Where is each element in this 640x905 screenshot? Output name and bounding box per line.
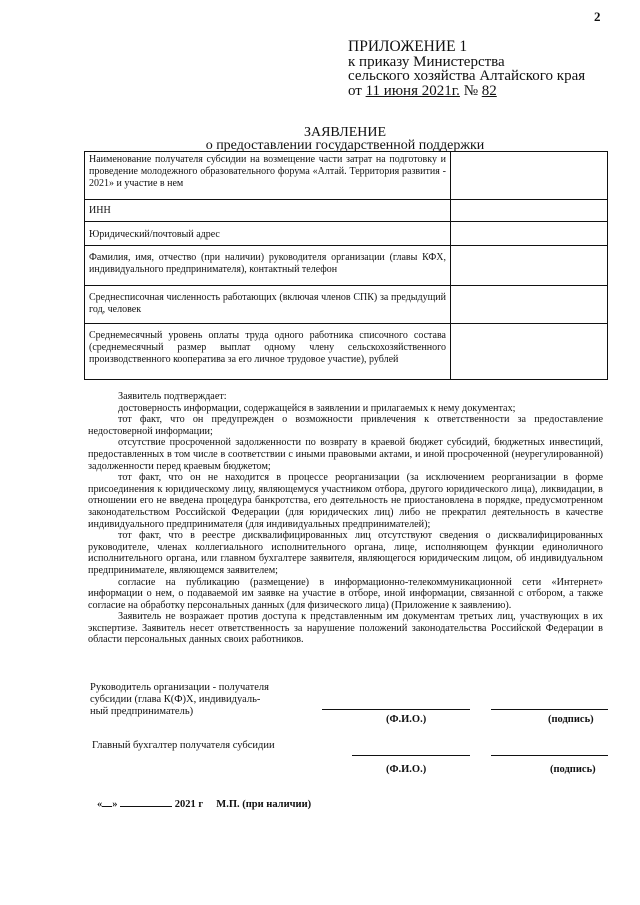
stamp-label: М.П. (при наличии)	[216, 799, 312, 810]
value-field-recipient-name[interactable]	[451, 152, 608, 200]
row-label-recipient-name: Наименование получателя субсидии на возмещение части затрат на подготовку и проведение молодежного образовательного форума «Алтай. Территория развития - 2021» и участие в нем	[85, 152, 451, 200]
table-row	[85, 286, 608, 324]
document-title: ЗАЯВЛЕНИЕ	[303, 125, 387, 140]
declaration-paragraph: Заявитель не возражает против доступа к представленным им документам третьих лиц, участвующих в их экспертизе. Заявитель несет ответственность за нарушение положений законодательства Российской Федерации в области персональных данных своих работников.	[88, 611, 603, 646]
document-subtitle: о предоставлении государственной поддержки	[205, 138, 485, 153]
declaration-paragraph: отсутствие просроченной задолженности по возврату в краевой бюджет субсидий, бюджетных инвестиций, предоставленных в том числе в соответствии с иными правовыми актами, и иной просроченной (неурегулированной) задолженности перед краевым бюджетом;	[88, 437, 603, 472]
table-row	[85, 152, 608, 200]
declaration-paragraph: тот факт, что он предупрежден о возможности привлечения к ответственности за предоставление недостоверной информации;	[88, 414, 603, 437]
accountant-sign-caption: (подпись)	[550, 764, 596, 775]
appendix-title: ПРИЛОЖЕНИЕ 1	[348, 38, 468, 55]
applicant-info-table	[84, 151, 608, 380]
declaration-paragraph: тот факт, что в реестре дисквалифицированных лиц отсутствуют сведения о дисквалифицированных руководителе, членах коллегиального исполнительного органа, лице, исполняющем функции единоличного исполнительного органа, или главном бухгалтере заявителя, являющегося юридическим лицом, об индивидуальном предпринимателе, являющемся заявителем;	[88, 530, 603, 576]
accountant-signature-label: Главный бухгалтер получателя субсидии	[92, 740, 275, 751]
appendix-date: 11 июня 2021г.	[365, 82, 460, 99]
appendix-header	[348, 40, 585, 98]
day-field[interactable]	[102, 796, 112, 807]
value-field-average-salary[interactable]	[451, 324, 608, 380]
table-row	[85, 200, 608, 222]
date-line: « » 2021 г М.П. (при наличии)	[97, 796, 311, 810]
row-label-address: Юридический/почтовый адрес	[85, 222, 451, 246]
appendix-number: 82	[481, 82, 497, 99]
value-field-headcount[interactable]	[451, 286, 608, 324]
row-label-inn: ИНН	[85, 200, 451, 222]
declaration-paragraph: достоверность информации, содержащейся в заявлении и прилагаемых к нему документах;	[118, 402, 516, 414]
declaration-paragraph: согласие на публикацию (размещение) в информационно-телекоммуникационной сети «Интернет» информации о нем, о подаваемой им заявке на участие в отборе, иной информации, связанной с отбором, а также согласие на обработку персональных данных (для физического лица) (Приложение к заявлению).	[88, 576, 603, 611]
page-number: 2	[594, 9, 601, 24]
value-field-inn[interactable]	[451, 200, 608, 222]
head-signature-label: Руководитель организации - получателя субсидии (глава К(Ф)Х, индивидуаль- ный предприниматель)	[90, 682, 269, 717]
value-field-head-name[interactable]	[451, 246, 608, 286]
head-fio-line[interactable]	[322, 709, 470, 710]
declaration-paragraph: тот факт, что он не находится в процессе реорганизации (за исключением реорганизации в форме присоединения к юридическому лицу, являющемуся участником отбора, другого юридического лица), ликвидации, в отношении его не введена процедура банкротства, его деятельность не приостановлена в порядке, предусмотренном законодательством Российской Федерации (для юридических лиц) либо не прекратил деятельность в качестве индивидуального предпринимателя (для индивидуальных предпринимателей);	[88, 472, 603, 530]
appendix-date-line: от 11 июня 2021г. № 82	[348, 82, 497, 99]
date-year: 2021 г	[174, 799, 204, 810]
row-label-average-salary: Среднемесячный уровень оплаты труда одного работника списочного состава (среднемесячный размер выплат одному члену сельскохозяйственного производственного кооператива за его личное трудовое участие), рублей	[85, 324, 451, 380]
table-row	[85, 222, 608, 246]
accountant-fio-caption: (Ф.И.О.)	[386, 764, 427, 775]
head-signature-line[interactable]	[491, 709, 608, 710]
appendix-order-line: к приказу Министерства	[348, 53, 505, 70]
row-label-headcount: Среднесписочная численность работающих (включая членов СПК) за предыдущий год, человек	[85, 286, 451, 324]
head-fio-caption: (Ф.И.О.)	[386, 714, 427, 725]
head-sign-caption: (подпись)	[548, 714, 594, 725]
accountant-signature-line[interactable]	[491, 755, 608, 756]
value-field-address[interactable]	[451, 222, 608, 246]
accountant-fio-line[interactable]	[352, 755, 470, 756]
declaration-text	[88, 391, 603, 646]
table-row	[85, 324, 608, 380]
row-label-head-name: Фамилия, имя, отчество (при наличии) руководителя организации (главы КФХ, индивидуального предпринимателя), контактный телефон	[85, 246, 451, 286]
month-field[interactable]	[120, 796, 172, 807]
declaration-paragraph: Заявитель подтверждает:	[118, 391, 227, 402]
appendix-ministry-line: сельского хозяйства Алтайского края	[348, 68, 586, 84]
table-row	[85, 246, 608, 286]
